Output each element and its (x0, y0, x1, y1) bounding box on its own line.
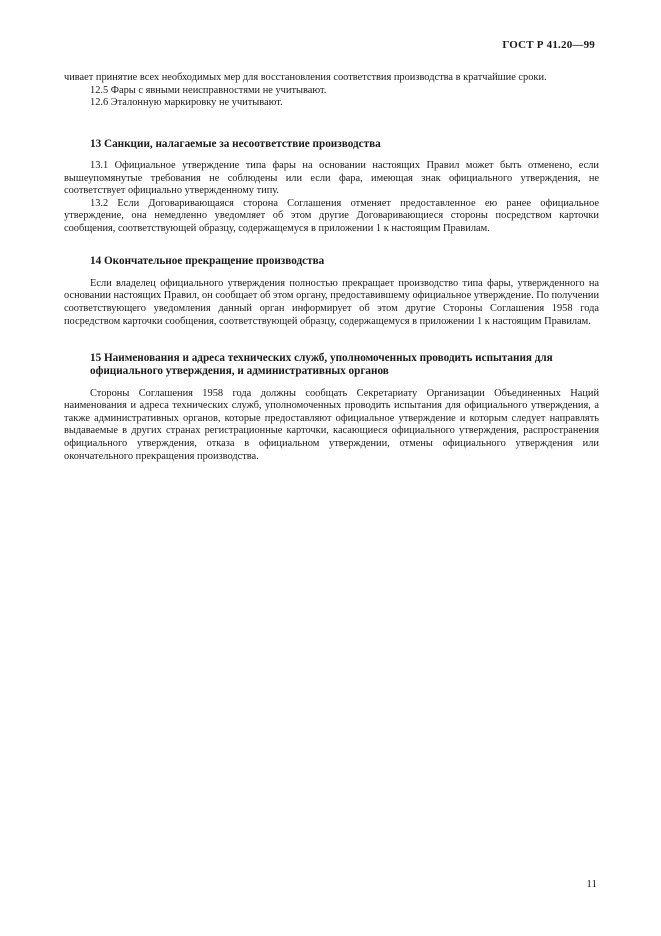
paragraph-15: Стороны Соглашения 1958 года должны сообщать Секретариату Организации Объединенных Наций наименования и адреса технических служб, уполномоченных проводить испытания для официального утверждения, а также административных органов, которые предоставляют официальное утверждение и которым следует направлять выдаваемые в других странах регистрационные карточки, касающиеся официального утверждения, распространения официального утверждения, отказа в официальном утверждении, отмены официального утверждения или окончательного прекращения производства. (64, 387, 599, 462)
paragraph-12-6: 12.6 Эталонную маркировку не учитывают. (90, 97, 283, 109)
page-body (64, 72, 599, 463)
document-code: ГОСТ Р 41.20—99 (502, 39, 595, 51)
paragraph-13-1: 13.1 Официальное утверждение типа фары на основании настоящих Правил может быть отменено, если вышеупомянутые требования не соблюдены или если фара, имеющая знак официального утверждения, не соответствует официально утвержденному типу. (64, 159, 599, 197)
section-14-heading: 14 Окончательное прекращение производства (90, 254, 325, 267)
paragraph-13-2: 13.2 Если Договаривающаяся сторона Соглашения отменяет предоставленное ею ранее официальное утверждение, она немедленно уведомляет об этом другие Договаривающиеся стороны посредством карточки сообщения, соответствующей образцу, содержащемуся в приложении 1 к настоящим Правилам. (64, 197, 599, 234)
paragraph-14: Если владелец официального утверждения полностью прекращает производство типа фары, утвержденного на основании настоящих Правил, он сообщает об этом органу, предоставившему официальное утверждение. По получении соответствующего уведомления данный орган информирует об этом другие Стороны Соглашения 1958 года посредством карточки сообщения, соответствующей образцу, содержащемуся в приложении 1 к настоящим Правилам. (64, 277, 600, 327)
continued-paragraph: чивает принятие всех необходимых мер для восстановления соответствия производства в кратчайшие сроки. (64, 72, 547, 83)
section-13-heading: 13 Санкции, налагаемые за несоответствие производства (90, 137, 381, 150)
section-15-heading: 15 Наименования и адреса технических служб, уполномоченных проводить испытания для официального утверждения, и административных органов (90, 352, 553, 378)
paragraph-12-5: 12.5 Фары с явными неисправностями не учитывают. (90, 84, 327, 96)
page-number: 11 (586, 878, 597, 890)
